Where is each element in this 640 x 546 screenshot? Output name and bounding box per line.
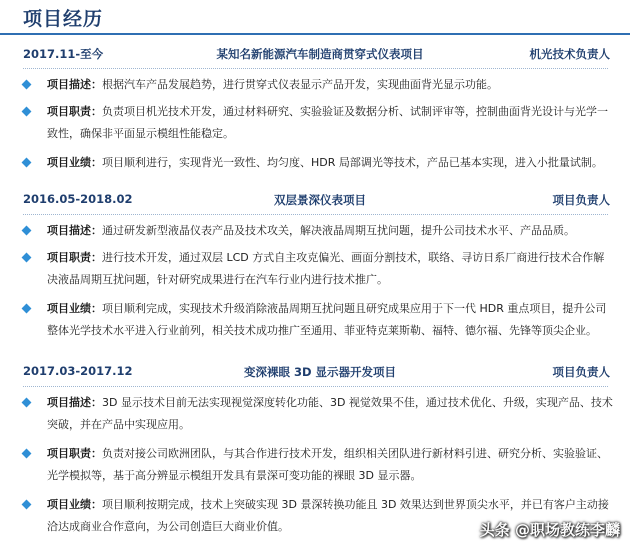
item-text: 进行技术开发，通过双层 LCD 方式自主攻克偏光、画面分割技术，联络、寻访日系厂商进行技术合作解决液晶周期互扰问题，针对研究成果进行在汽车行业内进行技术推广。 xyxy=(47,251,605,286)
project-entry: 2017.03-2017.12 变深裸眼 3D 显示器开发项目 项目负责人 项目描述：3D 显示技术目前无法实现视觉深度转化功能、3D 视觉效果不佳，通过技术优化、升级，实现产品、技术突破，并在产品中实现应用。 项目职责：负责对接公司欧洲团队，与其合作进行技术开发，组织相关团队进行新材料引进、研究分析、实验验证、光学模拟等，基于高分辨显示模组开发具有景深可变功能的裸眼 3D 显示器。 项目业绩：项目顺利按期完成，技术上突破实现 3D 景深转换功能且 3D 效果达到世界顶尖水平，并已有客户主动接洽达成商业合作意向，为公司创造巨大商业价值。 xyxy=(0,362,640,384)
item-text: 通过研发新型液晶仪表产品及技术攻关，解决液晶周期互扰问题，提升公司技术水平、产品品质。 xyxy=(102,224,575,237)
diamond-bullet-icon xyxy=(22,107,32,117)
project-divider xyxy=(23,386,608,387)
item-label: 项目职责 xyxy=(47,251,91,264)
diamond-bullet-icon xyxy=(22,226,32,236)
item-label: 项目职责 xyxy=(47,447,91,460)
diamond-bullet-icon xyxy=(22,304,32,314)
item-text: 项目顺利完成，实现技术升级消除液晶周期互扰问题且研究成果应用于下一代 HDR 重点项目，提升公司整体光学技术水平进入行业前列，相关技术成功推广至通用、菲亚特克莱斯勒、福特、德尔福、先锋等顶尖企业。 xyxy=(47,302,607,337)
diamond-bullet-icon xyxy=(22,158,32,168)
item-label: 项目职责 xyxy=(47,105,91,118)
project-divider xyxy=(23,214,608,215)
project-header xyxy=(0,362,640,384)
project-divider xyxy=(23,68,608,69)
diamond-bullet-icon xyxy=(22,398,32,408)
project-name: 某知名新能源汽车制造商贯穿式仪表项目 xyxy=(216,47,424,61)
section-header xyxy=(0,0,640,40)
item-label: 项目业绩 xyxy=(47,156,91,169)
project-role: 机光技术负责人 xyxy=(529,47,610,61)
item-text: 项目顺利进行，实现背光一致性、均匀度、HDR 局部调光等技术，产品已基本实现，进入小批量试制。 xyxy=(102,156,603,169)
project-header xyxy=(0,44,640,66)
item-label: 项目描述 xyxy=(47,396,91,409)
diamond-bullet-icon xyxy=(22,500,32,510)
project-header xyxy=(0,190,640,212)
project-date: 2017.11-至今 xyxy=(23,47,104,61)
project-name: 双层景深仪表项目 xyxy=(274,193,366,207)
item-label: 项目描述 xyxy=(47,78,91,91)
project-date: 2016.05-2018.02 xyxy=(23,192,133,206)
project-entry: 2016.05-2018.02 双层景深仪表项目 项目负责人 项目描述：通过研发新型液晶仪表产品及技术攻关，解决液晶周期互扰问题，提升公司技术水平、产品品质。 项目职责：进行技术开发，通过双层 LCD 方式自主攻克偏光、画面分割技术，联络、寻访日系厂商进行技术合作解决液晶周期互扰问题，针对研究成果进行在汽车行业内进行技术推广。 项目业绩：项目顺利完成，实现技术升级消除液晶周期互扰问题且研究成果应用于下一代 HDR 重点项目，提升公司整体光学技术水平进入行业前列，相关技术成功推广至通用、菲亚特克莱斯勒、福特、德尔福、先锋等顶尖企业。 xyxy=(0,190,640,212)
project-role: 项目负责人 xyxy=(552,365,610,379)
watermark: 头条 @职场教练李麟 xyxy=(479,521,620,539)
item-text: 项目顺利按期完成，技术上突破实现 3D 景深转换功能且 3D 效果达到世界顶尖水平，并已有客户主动接洽达成商业合作意向，为公司创造巨大商业价值。 xyxy=(47,498,609,533)
project-date: 2017.03-2017.12 xyxy=(23,364,133,378)
section-title: 项目经历 xyxy=(23,8,104,30)
item-text: 负责项目机光技术开发，通过材料研究、实验验证及数据分析、试制评审等，控制曲面背光设计与光学一致性，确保非平面显示模组性能稳定。 xyxy=(47,105,608,140)
item-label: 项目描述 xyxy=(47,224,91,237)
item-text: 根据汽车产品发展趋势，进行贯穿式仪表显示产品开发，实现曲面背光显示功能。 xyxy=(102,78,498,91)
project-role: 项目负责人 xyxy=(552,193,610,207)
section-divider xyxy=(0,33,630,35)
project-entry: 2017.11-至今 某知名新能源汽车制造商贯穿式仪表项目 机光技术负责人 项目描述：根据汽车产品发展趋势，进行贯穿式仪表显示产品开发，实现曲面背光显示功能。 项目职责：负责项目机光技术开发，通过材料研究、实验验证及数据分析、试制评审等，控制曲面背光设计与光学一致性，确保非平面显示模组性能稳定。 项目业绩：项目顺利进行，实现背光一致性、均匀度、HDR 局部调光等技术，产品已基本实现，进入小批量试制。 xyxy=(0,44,640,66)
item-text: 负责对接公司欧洲团队，与其合作进行技术开发，组织相关团队进行新材料引进、研究分析、实验验证、光学模拟等，基于高分辨显示模组开发具有景深可变功能的裸眼 3D 显示器。 xyxy=(47,447,608,482)
item-text: 3D 显示技术目前无法实现视觉深度转化功能、3D 视觉效果不佳，通过技术优化、升级，实现产品、技术突破，并在产品中实现应用。 xyxy=(47,396,613,431)
diamond-bullet-icon xyxy=(22,80,32,90)
diamond-bullet-icon xyxy=(22,253,32,263)
diamond-bullet-icon xyxy=(22,449,32,459)
project-name: 变深裸眼 3D 显示器开发项目 xyxy=(243,365,397,379)
item-label: 项目业绩 xyxy=(47,498,91,511)
item-label: 项目业绩 xyxy=(47,302,91,315)
